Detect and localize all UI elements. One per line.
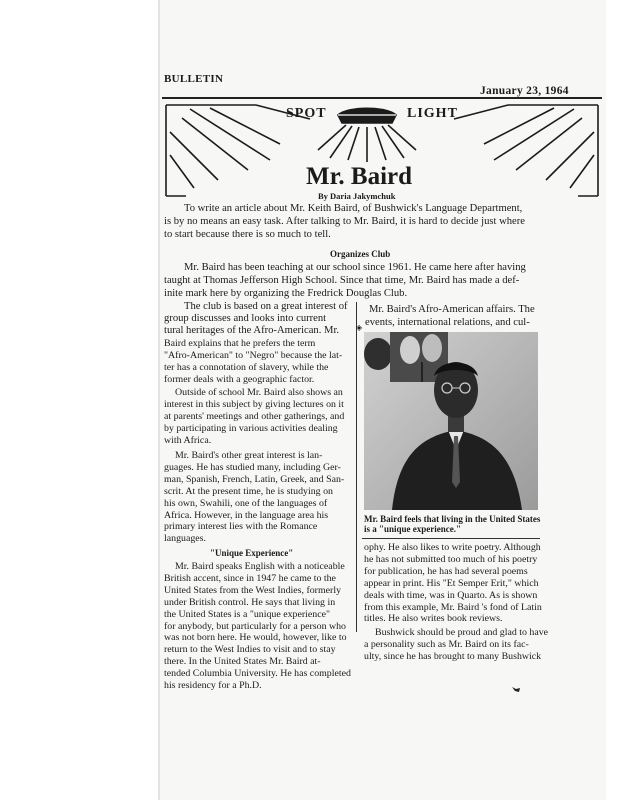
- right-col-paragraph-1: ophy. He also likes to write poetry. Although he has not submitted too much of his poetry for publication, he has had several poems appear in print. His "Et Semper Erit," which deals with time, was in Quarto. As is shown from this example, Mr. Baird 's fond of Latin titles. He also writes book reviews.: [364, 542, 542, 625]
- club-left-line-1: The club is based on a great interest of: [184, 301, 348, 312]
- article-byline: By Daria Jakymchuk: [318, 191, 396, 201]
- scan-mark-icon: [512, 686, 521, 693]
- header-rule: [162, 97, 602, 99]
- publication-name: BULLETIN: [164, 73, 224, 85]
- intro-line-1: To write an article about Mr. Keith Baird, of Bushwick's Language Department,: [184, 203, 523, 214]
- divider-ornament: ◈: [356, 323, 363, 332]
- left-col-paragraph-1: Baird explains that he prefers the term "Afro-American" to "Negro" because the lat- ter has a connotation of slavery, while the former deals with a geographic factor.: [164, 338, 343, 385]
- right-col-paragraph-2: Bushwick should be proud and glad to have a personality such as Mr. Baird on its fac- ulty, since he has brought to many Bushwick: [364, 627, 549, 662]
- caption-rule: [362, 538, 540, 539]
- photo-caption-line-2: is a "unique experience.": [364, 524, 461, 534]
- section1-line-3: inite mark here by organizing the Fredrick Douglas Club.: [164, 288, 408, 299]
- issue-date: January 23, 1964: [480, 85, 569, 97]
- club-right-line-1: Mr. Baird's Afro-American affairs. The: [369, 304, 535, 315]
- left-col-paragraph-3: Mr. Baird's other great interest is lan- guages. He has studied many, including Ger- man, Spanish, French, Latin, Greek, and San- scrit. At the present time, he is studying on his own, Swahili, one of the languages of Africa. However, in the language area his primary interest lies with the Romance languages.: [164, 450, 345, 545]
- subheading-unique-experience: "Unique Experience": [210, 548, 294, 558]
- column-divider: [356, 302, 357, 632]
- club-left-line-2: group discusses and looks into current: [164, 313, 327, 324]
- article-title: Mr. Baird: [306, 163, 413, 190]
- section1-line-1: Mr. Baird has been teaching at our school since 1961. He came here after having: [184, 262, 526, 273]
- club-left-line-3: tural heritages of the Afro-American. Mr.: [164, 325, 340, 336]
- section1-line-2: taught at Thomas Jefferson High School. Since that time, Mr. Baird has made a def-: [164, 275, 520, 286]
- photo-mr-baird: [364, 332, 538, 510]
- left-col-paragraph-2: Outside of school Mr. Baird also shows an interest in this subject by giving lectures on it at parents' meetings and other gatherings, and by participating in various activities dealing with Africa.: [164, 387, 345, 446]
- banner-spot-word: SPOT: [286, 106, 327, 121]
- intro-line-2: is by no means an easy task. After talking to Mr. Baird, it is hard to decide just where: [164, 216, 525, 227]
- left-col-paragraph-4: Mr. Baird speaks English with a noticeable British accent, since in 1947 he came to the United States from the West Indies, formerly under British control. He says that living in the United States is a "unique experience" for anybody, but particularly for a person who was not born here. He would, however, like to return to the West Indies to visit and to stay there. In the United States Mr. Baird at- tended Columbia University. He has completed his residency for a Ph.D.: [164, 561, 351, 692]
- section-heading-organizes-club: Organizes Club: [330, 249, 391, 259]
- intro-line-3: to start because there is so much to tell.: [164, 229, 331, 240]
- portrait-photo-icon: [364, 332, 538, 510]
- club-right-line-2: events, international relations, and cul-: [365, 317, 530, 328]
- photo-caption-line-1: Mr. Baird feels that living in the United States: [364, 514, 541, 524]
- banner-light-word: LIGHT: [407, 106, 458, 121]
